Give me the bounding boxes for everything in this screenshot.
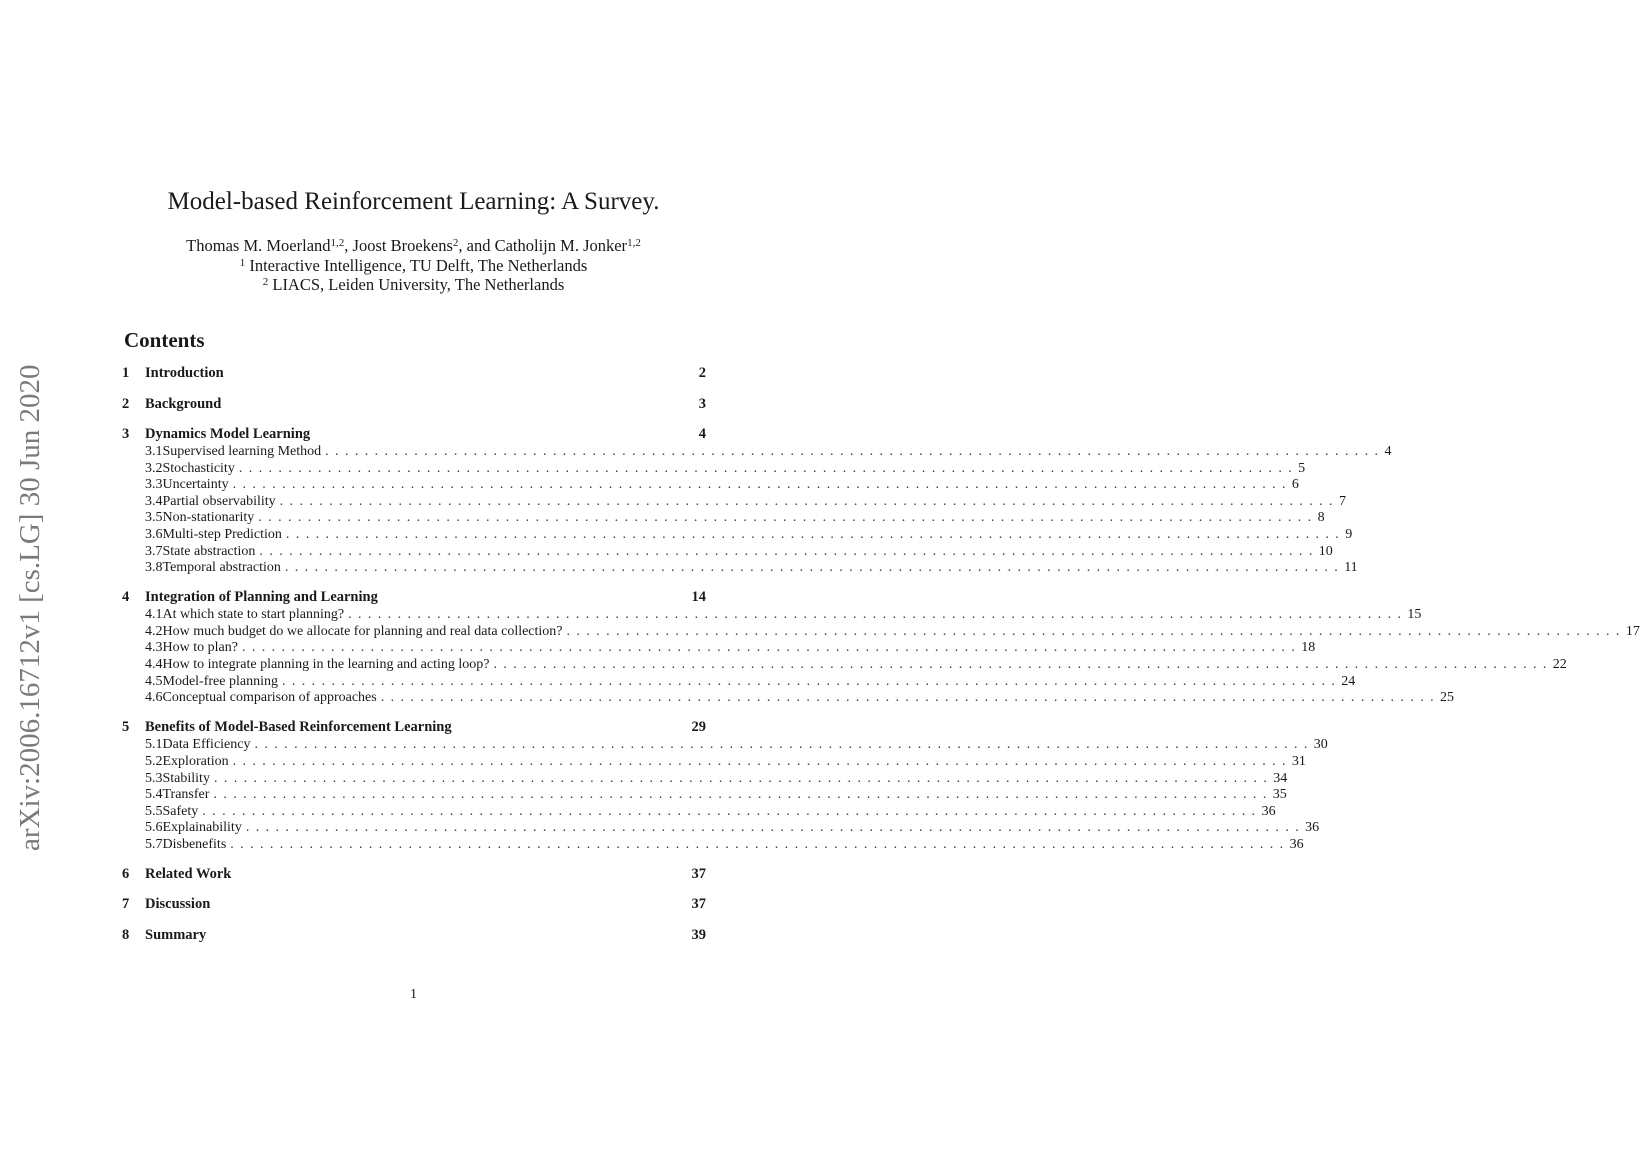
toc-subsection[interactable] (122, 493, 1346, 511)
toc-subsection-page: 18 (1301, 640, 1316, 656)
toc-subsection-title: Partial observability (163, 494, 280, 511)
toc-section-number: 3 (122, 426, 130, 442)
toc-subsection[interactable] (122, 770, 1288, 788)
toc-subsection-title: Stability (163, 771, 214, 788)
toc-subsection[interactable] (122, 690, 1455, 707)
toc-subsection-title: Data Efficiency (163, 737, 255, 754)
toc-section-title: Integration of Planning and Learning (145, 589, 378, 606)
paper-title: Model-based Reinforcement Learning: A Survey. (167, 188, 660, 215)
toc-subsection[interactable] (122, 460, 1306, 478)
toc-section[interactable] (122, 925, 706, 945)
affiliation-mark: 1 (239, 256, 246, 269)
toc-subsection-number: 5.6 (145, 820, 163, 836)
toc-section[interactable] (122, 717, 706, 737)
author-name: Thomas M. Moerland (186, 236, 331, 255)
toc-section-page: 3 (698, 395, 706, 412)
toc-subsection[interactable] (122, 623, 1640, 641)
toc-dot-leader: ........................................................................................................... (380, 690, 1441, 706)
toc-subsection-page: 6 (1291, 477, 1299, 493)
toc-subsection-title: Uncertainty (163, 477, 233, 494)
toc-dot-leader: ........................................................................................................... (241, 640, 1302, 656)
toc-dot-leader: ........................................................................................................... (348, 607, 1408, 623)
author-affiliation-mark: 1,2 (330, 237, 345, 249)
toc-subsection-number: 3.8 (145, 560, 163, 576)
toc-subsection-page: 4 (1384, 444, 1392, 459)
toc-subsection-number: 3.3 (145, 477, 163, 493)
toc-section-page: 37 (691, 896, 706, 913)
toc-subsection-page: 22 (1552, 657, 1567, 673)
toc-subsection[interactable] (122, 510, 1325, 527)
toc-section-page: 14 (691, 589, 706, 606)
toc-subsection-title: Temporal abstraction (163, 560, 285, 577)
toc-dot-leader: ........................................................................................................... (493, 657, 1553, 673)
toc-section[interactable] (122, 363, 706, 383)
toc-subsection-title: How much budget do we allocate for planning and real data collection? (163, 624, 567, 641)
toc-dot-leader: ........................................................................................................... (281, 673, 1342, 689)
toc-subsection-number: 5.4 (145, 787, 163, 803)
toc-dot-leader: ........................................................................................................... (238, 460, 1299, 476)
toc-subsection-title: Disbenefits (163, 837, 231, 854)
toc-subsection-page: 31 (1291, 753, 1306, 769)
toc-subsection-title: Safety (163, 804, 203, 821)
toc-subsection[interactable] (122, 803, 1276, 821)
toc-dot-leader: ........................................................................................................... (258, 510, 1318, 526)
affiliation-1 (0, 256, 827, 276)
toc-section-page: 37 (691, 865, 706, 882)
toc-subsection-number: 5.7 (145, 836, 163, 852)
toc-subsection-title: Exploration (163, 754, 233, 771)
toc-section[interactable] (122, 394, 706, 414)
toc-section[interactable] (122, 587, 706, 607)
toc-subsection-number: 4.1 (145, 607, 163, 623)
toc-subsection-page: 9 (1345, 526, 1353, 542)
toc-subsection-page: 15 (1407, 607, 1422, 623)
page-number: 1 (410, 987, 417, 1002)
toc-section-title: Discussion (145, 896, 211, 913)
toc-subsection-number: 5.2 (145, 753, 163, 769)
toc-subsection[interactable] (122, 787, 1287, 804)
toc-section-page: 39 (691, 926, 706, 943)
toc-section[interactable] (122, 424, 706, 444)
toc-subsection[interactable] (122, 836, 1304, 854)
toc-subsection-number: 3.6 (145, 526, 163, 542)
toc-dot-leader: ........................................................................................................... (284, 560, 1345, 576)
toc-subsection-number: 5.5 (145, 803, 163, 819)
affiliation-text: LIACS, Leiden University, The Netherlands (272, 275, 565, 294)
toc-dot-leader: ........................................................................................................... (230, 836, 1290, 852)
toc-subsection-page: 25 (1440, 690, 1455, 706)
author-line: Thomas M. Moerland$^{1,2}$, Joost Broekens$^2$, and Catholijn M. Jonker$^{1,2}$ (186, 236, 641, 255)
toc-dot-leader: ........................................................................................................... (202, 803, 1262, 819)
toc-subsection-title: State abstraction (163, 544, 260, 561)
toc-subsection-number: 3.4 (145, 493, 163, 509)
toc-subsection-page: 35 (1272, 787, 1287, 803)
toc-subsection-title: Conceptual comparison of approaches (163, 690, 381, 707)
affiliation-2 (0, 275, 827, 295)
toc-subsection-page: 36 (1289, 836, 1304, 852)
toc-dot-leader: ........................................................................................................... (245, 820, 1306, 836)
toc-subsection-page: 36 (1261, 803, 1276, 819)
toc-subsection-number: 4.6 (145, 690, 163, 706)
author-name: Joost Broekens (352, 236, 453, 255)
toc-subsection-number: 3.2 (145, 460, 163, 476)
toc-section[interactable] (122, 864, 706, 884)
toc-dot-leader: ........................................................................................................... (232, 753, 1292, 769)
contents-heading: Contents (124, 328, 205, 352)
toc-dot-leader: ........................................................................................................... (259, 543, 1319, 559)
toc-subsection[interactable] (122, 640, 1316, 657)
toc-subsection-number: 3.7 (145, 543, 163, 559)
toc-section-page: 2 (698, 365, 706, 381)
toc-dot-leader: ........................................................................................................... (566, 623, 1626, 639)
toc-subsection-page: 11 (1344, 560, 1358, 576)
toc-dot-leader: ........................................................................................................... (254, 737, 1314, 753)
toc-dot-leader: ........................................................................................................... (213, 770, 1274, 786)
toc-section-number: 5 (122, 719, 130, 736)
toc-subsection[interactable] (122, 560, 1358, 577)
toc-section-page: 4 (698, 426, 706, 442)
toc-subsection-page: 17 (1625, 623, 1640, 639)
toc-subsection-page: 5 (1298, 460, 1306, 476)
toc-dot-leader: ........................................................................................................... (279, 493, 1339, 509)
toc-subsection-page: 10 (1318, 543, 1333, 559)
arxiv-identifier: arXiv:2006.16712v1 [cs.LG] 30 Jun 2020 (14, 364, 46, 851)
author-affiliation-mark: 2 (452, 237, 459, 249)
toc-subsection-number: 5.1 (145, 737, 163, 753)
toc-subsection-title: How to plan? (163, 640, 242, 657)
author-name: and Catholijn M. Jonker (466, 236, 628, 255)
toc-subsection-page: 8 (1317, 510, 1325, 526)
toc-subsection-title: Transfer (163, 787, 214, 804)
toc-section-title: Background (145, 395, 222, 412)
toc-subsection-title: Non-stationarity (163, 510, 259, 527)
toc-subsection-page: 7 (1338, 493, 1346, 509)
toc-subsection[interactable] (122, 607, 1422, 624)
toc-subsection-number: 4.2 (145, 623, 163, 639)
toc-subsection[interactable] (122, 657, 1567, 674)
toc-section-number: 8 (122, 926, 130, 943)
toc-section-title: Introduction (145, 365, 224, 381)
toc-dot-leader: ........................................................................................................... (325, 444, 1385, 459)
toc-subsection-title: Supervised learning Method (163, 444, 326, 461)
table-of-contents (122, 363, 1640, 945)
toc-subsection-title: At which state to start planning? (163, 607, 349, 624)
toc-subsection[interactable] (122, 477, 1299, 494)
toc-section-number: 6 (122, 865, 130, 882)
toc-section-title: Benefits of Model-Based Reinforcement Learning (145, 719, 452, 736)
toc-subsection-number: 4.5 (145, 673, 163, 689)
toc-section-title: Dynamics Model Learning (145, 426, 311, 442)
toc-subsection-page: 24 (1341, 673, 1356, 689)
toc-section-number: 2 (122, 395, 130, 412)
toc-dot-leader: ........................................................................................................... (213, 787, 1273, 803)
affiliation-text: Interactive Intelligence, TU Delft, The Netherlands (249, 255, 588, 275)
toc-subsection[interactable] (122, 820, 1320, 837)
toc-subsection-title: Explainability (163, 820, 246, 837)
author-block (0, 236, 827, 295)
toc-section-number: 1 (122, 365, 130, 381)
toc-section-title: Related Work (145, 865, 232, 882)
toc-subsection-number: 5.3 (145, 770, 163, 786)
toc-section[interactable] (122, 894, 706, 914)
toc-subsection-page: 36 (1305, 820, 1320, 836)
toc-subsection-title: Stochasticity (163, 461, 239, 478)
toc-subsection[interactable] (122, 673, 1356, 691)
toc-dot-leader: ........................................................................................................... (285, 526, 1346, 542)
toc-subsection-title: Multi-step Prediction (163, 527, 286, 544)
toc-section-page: 29 (691, 719, 706, 736)
toc-subsection[interactable] (122, 444, 1392, 461)
toc-section-number: 4 (122, 589, 130, 606)
author-affiliation-mark: 1,2 (627, 237, 641, 249)
toc-subsection[interactable] (122, 753, 1306, 771)
toc-section-number: 7 (122, 896, 130, 913)
toc-section-title: Summary (145, 926, 207, 943)
toc-subsection-title: How to integrate planning in the learning and acting loop? (163, 657, 494, 674)
toc-subsection-number: 3.5 (145, 510, 163, 526)
toc-subsection[interactable] (122, 737, 1328, 754)
toc-subsection-number: 4.3 (145, 640, 163, 656)
affiliation-mark: 2 (262, 276, 269, 288)
toc-subsection[interactable] (122, 526, 1353, 544)
toc-subsection-number: 3.1 (145, 444, 163, 459)
toc-subsection-page: 34 (1273, 770, 1288, 786)
toc-subsection-page: 30 (1313, 737, 1328, 753)
toc-subsection-number: 4.4 (145, 657, 163, 673)
toc-subsection[interactable] (122, 543, 1333, 561)
toc-subsection-title: Model-free planning (163, 674, 282, 691)
toc-dot-leader: ........................................................................................................... (232, 477, 1292, 493)
